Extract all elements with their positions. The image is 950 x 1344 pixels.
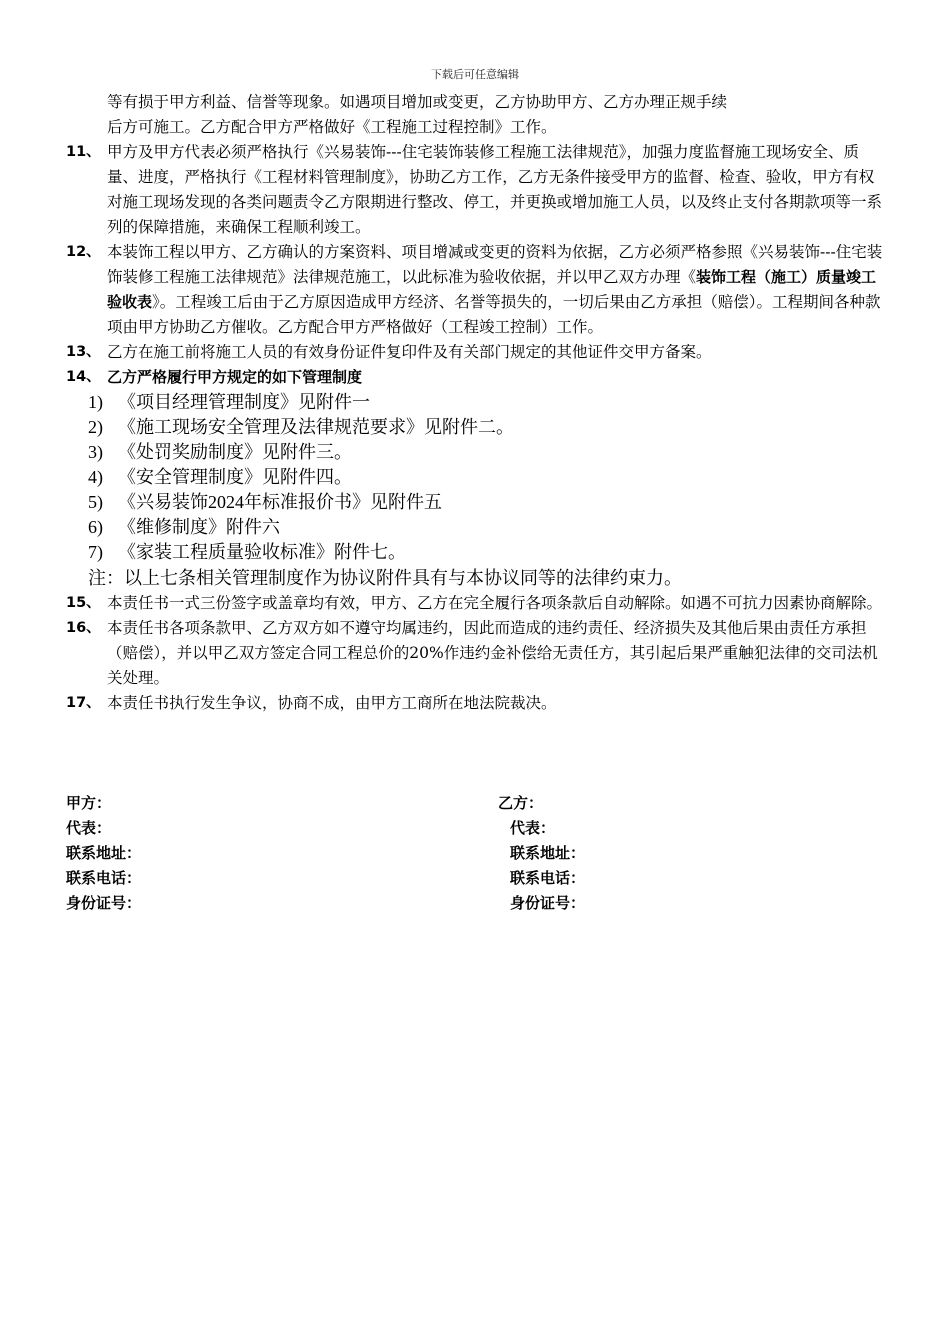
intro-line-2: 后方可施工。乙方配合甲方严格做好《工程施工过程控制》工作。 <box>107 118 557 136</box>
clause-text <box>107 240 886 340</box>
annex-note: 注：以上七条相关管理制度作为协议附件具有与本协议同等的法律约束力。 <box>88 568 682 588</box>
clause-text: 本责任书一式三份签字或盖章均有效，甲方、乙方在完全履行各项条款后自动解除。如遇不可抗力因素协商解除。 <box>107 594 883 612</box>
clause-12 <box>66 240 886 340</box>
list-item <box>66 390 886 415</box>
party-b-id-label: 身份证号： <box>510 894 586 912</box>
document-body <box>66 90 886 716</box>
clause-text-part-b: 》。工程竣工后由于乙方原因造成甲方经济、名誉等损失的，一切后果由乙方承担（赔偿）。工程期间各种款项由甲方协助乙方催收。乙方配合甲方严格做好（工程竣工控制）工作。 <box>107 293 881 336</box>
clause-number: 14、 <box>66 369 101 385</box>
acceptance-form-title: 装饰工程（施工）质量竣工验收表 <box>107 268 877 311</box>
party-b-label: 乙方： <box>498 794 544 812</box>
clause-16 <box>66 616 886 691</box>
clause-number: 12、 <box>66 244 101 260</box>
party-a-address-label: 联系地址： <box>66 844 142 862</box>
signature-row-rep <box>66 816 886 841</box>
clause-number: 15、 <box>66 595 101 611</box>
signature-row-id <box>66 891 886 916</box>
list-item <box>66 540 886 565</box>
list-item-text: 《维修制度》附件六 <box>118 517 280 537</box>
clause-14 <box>66 365 886 390</box>
signature-row-phone <box>66 866 886 891</box>
list-item-number: 3) <box>88 442 103 462</box>
clause-17 <box>66 691 886 716</box>
list-item <box>66 440 886 465</box>
signature-block <box>66 791 886 916</box>
list-item-text: 《兴易装饰2024年标准报价书》见附件五 <box>118 492 442 512</box>
signature-row-party <box>66 791 886 816</box>
list-item-text: 《施工现场安全管理及法律规范要求》见附件二。 <box>118 417 514 437</box>
clause-11 <box>66 140 886 240</box>
list-item-text: 《安全管理制度》见附件四。 <box>118 467 352 487</box>
clause-13 <box>66 340 886 365</box>
party-a-rep-label: 代表： <box>66 819 112 837</box>
management-rules-list <box>66 390 886 565</box>
list-item <box>66 415 886 440</box>
clause-text: 本责任书执行发生争议，协商不成，由甲方工商所在地法院裁决。 <box>107 694 557 712</box>
party-a-phone-label: 联系电话： <box>66 869 142 887</box>
party-a-id-label: 身份证号： <box>66 894 142 912</box>
list-item-text: 《家装工程质量验收标准》附件七。 <box>118 542 406 562</box>
list-item <box>66 465 886 490</box>
clause-number: 16、 <box>66 620 101 636</box>
list-item <box>66 515 886 540</box>
party-b-address-label: 联系地址： <box>510 844 586 862</box>
clause-number: 17、 <box>66 695 101 711</box>
clause-text: 甲方及甲方代表必须严格执行《兴易装饰---住宅装饰装修工程施工法律规范》，加强力度监督施工现场安全、质量、进度，严格执行《工程材料管理制度》，协助乙方工作，乙方无条件接受甲方的监督、检查、验收，甲方有权对施工现场发现的各类问题责令乙方限期进行整改、停工，并更换或增加施工人员，以及终止支付各期款项等一系列的保障措施，来确保工程顺利竣工。 <box>107 143 883 236</box>
list-item-number: 7) <box>88 542 103 562</box>
clause-text-part-a: 本装饰工程以甲方、乙方确认的方案资料、项目增减或变更的资料为依据，乙方必须严格参照《兴易装饰---住宅装饰装修工程施工法律规范》法律规范施工，以此标准为验收依据，并以甲乙双方办理《 <box>107 243 883 286</box>
clause-number: 11、 <box>66 144 101 160</box>
list-item-number: 4) <box>88 467 103 487</box>
list-item-number: 2) <box>88 417 103 437</box>
list-item-text: 《项目经理管理制度》见附件一 <box>118 392 370 412</box>
party-b-phone-label: 联系电话： <box>510 869 586 887</box>
list-item-number: 5) <box>88 492 103 512</box>
list-item-text: 《处罚奖励制度》见附件三。 <box>118 442 352 462</box>
signature-row-address <box>66 841 886 866</box>
clause-text: 乙方在施工前将施工人员的有效身份证件复印件及有关部门规定的其他证件交甲方备案。 <box>107 343 712 361</box>
intro-line-1: 等有损于甲方利益、信誉等现象。如遇项目增加或变更，乙方协助甲方、乙方办理正规手续 <box>107 93 728 111</box>
party-b-rep-label: 代表： <box>510 819 556 837</box>
clause-15 <box>66 591 886 616</box>
list-item-number: 1) <box>88 392 103 412</box>
list-item-number: 6) <box>88 517 103 537</box>
clause-text: 本责任书各项条款甲、乙方双方如不遵守均属违约，因此而造成的违约责任、经济损失及其他后果由责任方承担（赔偿），并以甲乙双方签定合同工程总价的20%作违约金补偿给无责任方，其引起后果严重触犯法律的交司法机关处理。 <box>107 619 878 687</box>
clause-number: 13、 <box>66 344 101 360</box>
party-a-label: 甲方： <box>66 794 112 812</box>
list-item <box>66 490 886 515</box>
header-note: 下载后可任意编辑 <box>431 68 519 81</box>
clause-title: 乙方严格履行甲方规定的如下管理制度 <box>107 368 363 386</box>
